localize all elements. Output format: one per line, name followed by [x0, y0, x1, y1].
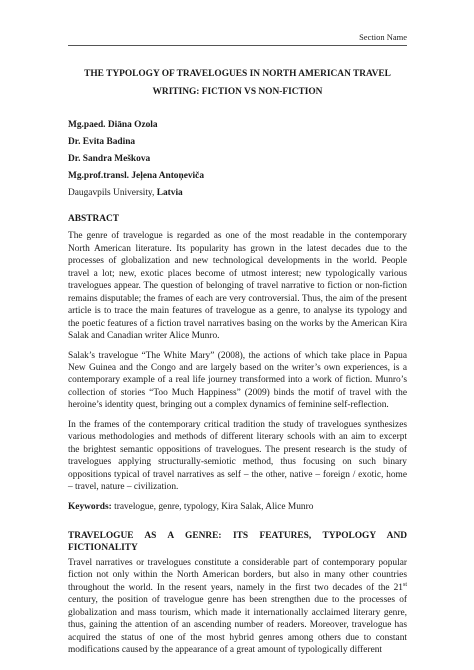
keywords [68, 501, 407, 513]
abstract-heading: ABSTRACT [68, 214, 120, 224]
abstract-paragraph-1: The genre of travelogue is regarded as one of the most readable in the contemporary North American literature. Its popularity has grown in the latest decades due to the processes of globalization and new technological developments in the world. People travel a lot; new, exotic places become of utmost interest; new typologically various travelogues appear. The question of belonging of travel narrative to fiction or non-fiction remains disputable; the frames of each are very controversial. Thus, the aim of the present article is to trace the main features of travelogue as a genre, to analyse its typology and the poetic features of a fiction travel narratives basing on the works by the American Kira Salak and Canadian writer Alice Munro. [68, 231, 407, 342]
article-body [68, 66, 407, 664]
section-text-part-1: Travel narratives or travelogues constitute a considerable part of contemporary popular fiction not only within the North American borders, but also in many other countries throughout the world. In the resent years, namely in the first two decades of the 21 [68, 557, 407, 593]
ordinal-superscript: st [402, 581, 407, 588]
running-header: Section Name [359, 32, 407, 42]
abstract-paragraph-2: Salak’s travelogue “The White Mary” (2008), the actions of which take place in Papua New Guinea and the Congo and are largely based on the writer’s own experiences, is a contemporary example of a real life journey transformed into a work of fiction. Munro’s collection of stories “Too Much Happiness” (2009) binds the motif of travel with the heroine’s identity quest, bringing out a complex dynamics of feminine self-reflection. [68, 350, 407, 411]
affiliation-university: Daugavpils University, [68, 188, 157, 198]
article-title [68, 66, 407, 101]
title-line-2: WRITING: FICTION VS NON-FICTION [152, 86, 323, 97]
author-3: Dr. Sandra Meškova [68, 154, 151, 164]
author-2: Dr. Evita Badina [68, 137, 136, 147]
keywords-text: travelogue, genre, typology, Kira Salak, Alice Munro [111, 501, 314, 512]
abstract-paragraph-3: In the frames of the contemporary critical tradition the study of travelogues synthesizes various methodologies and methods of different literary schools with an aim to excerpt the brightest semantic oppositions of travelogues. The present research is the study of travelogues applying structurally-semiotic method, thus focusing on such binary oppositions typical of travel narratives as self – the other, native – foreign / exotic, home – travel, nature – civilization. [68, 419, 407, 493]
header-rule [68, 45, 407, 46]
keywords-label: Keywords: [68, 501, 112, 512]
section-text-part-2: century, the position of travelogue genre has been strengthen due to the processes of globalization and mass tourism, which made it internationally acclaimed literary genre, thus, gaining the attention of an ascending number of readers. Moreover, travelogue has acquired the status of one of the most hybrid genres among others due to constant modifications caused by the appearance of a great amount of typologically different [68, 595, 407, 656]
section-heading: TRAVELOGUE AS A GENRE: ITS FEATURES, TYPOLOGY AND FICTIONALITY [68, 530, 407, 554]
section-paragraph-1 [68, 557, 407, 657]
affiliation-country: Latvia [156, 188, 183, 198]
title-line-1: THE TYPOLOGY OF TRAVELOGUES IN NORTH AMERICAN TRAVEL [84, 69, 391, 79]
author-4: Mg.prof.transl. Jeļena Antoņeviča [68, 171, 205, 181]
affiliation [68, 185, 407, 202]
author-1: Mg.paed. Diāna Ozola [68, 120, 158, 130]
